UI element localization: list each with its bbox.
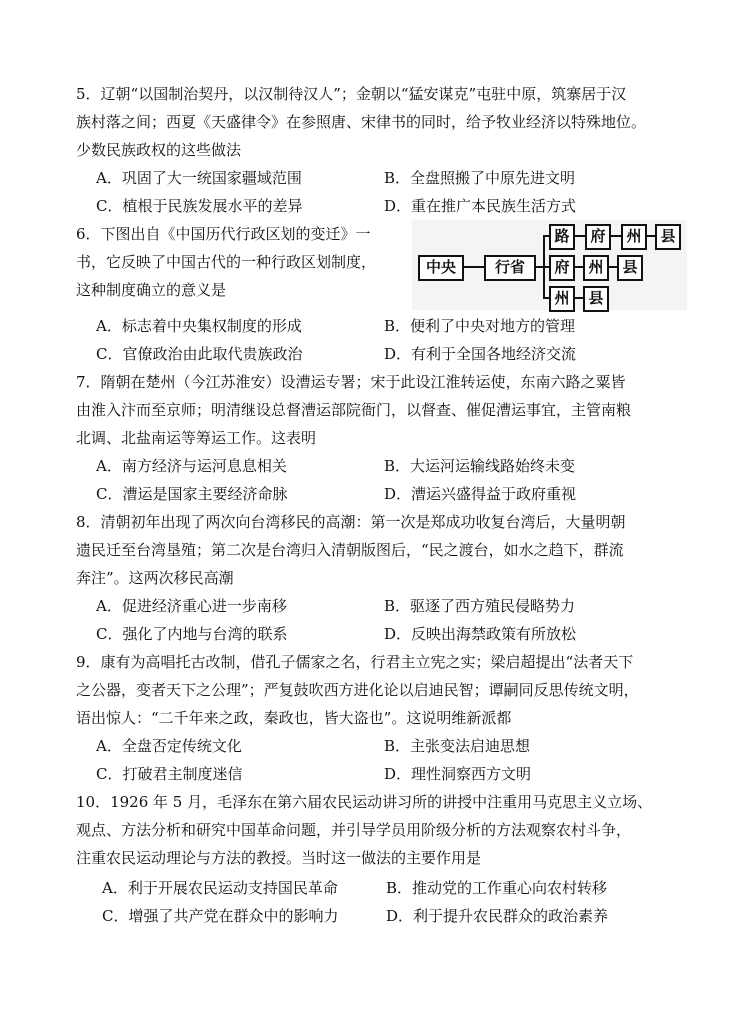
q10-option-c: C．增强了共产党在群众中的影响力 xyxy=(102,907,339,925)
q7-option-c: C．漕运是国家主要经济命脉 xyxy=(96,485,288,503)
q7-option-b: B．大运河运输线路始终未变 xyxy=(384,457,576,475)
box-zhou: 州 xyxy=(583,255,609,281)
q7-line-2: 由淮入汴而至京师；明清继设总督漕运部院衙门，以督查、催促漕运事宜，主管南粮 xyxy=(76,401,632,419)
q6-line-1: 6．下图出自《中国历代行政区划的变迁》一 xyxy=(76,225,371,243)
q8-option-a: A．促进经济重心进一步南移 xyxy=(96,597,287,615)
connector xyxy=(462,266,484,268)
box-xian: 县 xyxy=(617,255,643,281)
q8-line-1: 8．清朝初年出现了两次向台湾移民的高潮：第一次是郑成功收复台湾后，大量明朝 xyxy=(76,513,626,531)
q10-line-2: 观点、方法分析和研究中国革命问题，并引导学员用阶级分析的方法观察农村斗争， xyxy=(76,821,632,839)
q5-line-1: 5．辽朝“以国制治契丹，以汉制待汉人”；金朝以“猛安谋克”屯驻中原，筑寨居于汉 xyxy=(76,85,627,103)
box-xian: 县 xyxy=(583,286,609,312)
q5-line-2: 族村落之间；西夏《天盛律令》在参照唐、宋律书的同时，给予牧业经济以特殊地位。 xyxy=(76,113,647,131)
q10-line-3: 注重农民运动理论与方法的教授。当时这一做法的主要作用是 xyxy=(76,849,482,867)
q6-option-d: D．有利于全国各地经济交流 xyxy=(384,345,577,363)
q9-option-b: B．主张变法启迪思想 xyxy=(384,737,531,755)
box-zhou: 州 xyxy=(621,224,647,250)
q5-option-b: B．全盘照搬了中原先进文明 xyxy=(384,169,576,187)
q5-option-a: A．巩固了大一统国家疆域范围 xyxy=(96,169,302,187)
q8-option-c: C．强化了内地与台湾的联系 xyxy=(96,625,288,643)
box-fu: 府 xyxy=(549,255,575,281)
q6-line-2: 书，它反映了中国古代的一种行政区划制度， xyxy=(76,253,377,271)
q10-option-a: A．利于开展农民运动支持国民革命 xyxy=(102,879,338,897)
q9-option-c: C．打破君主制度迷信 xyxy=(96,765,243,783)
q10-option-b: B．推动党的工作重心向农村转移 xyxy=(386,879,608,897)
q7-option-a: A．南方经济与运河息息相关 xyxy=(96,457,287,475)
q6-option-c: C．官僚政治由此取代贵族政治 xyxy=(96,345,303,363)
q7-option-d: D．漕运兴盛得益于政府重视 xyxy=(384,485,577,503)
q5-option-d: D．重在推广本民族生活方式 xyxy=(384,197,577,215)
q6-line-3: 这种制度确立的意义是 xyxy=(76,281,227,299)
q8-line-2: 遗民迁至台湾垦殖；第二次是台湾归入清朝版图后，“民之渡台，如水之趋下，群流 xyxy=(76,541,624,559)
q9-line-1: 9．康有为高唱托古改制，借孔子儒家之名，行君主立宪之实；梁启超提出“法者天下 xyxy=(76,653,634,671)
q7-line-1: 7．隋朝在楚州（今江苏淮安）设漕运专署；宋于此设江淮转运使，东南六路之粟皆 xyxy=(76,373,626,391)
box-fu: 府 xyxy=(585,224,611,250)
box-center: 中央 xyxy=(418,255,464,281)
box-lu: 路 xyxy=(549,224,575,250)
box-zhou: 州 xyxy=(549,286,575,312)
q5-option-c: C．植根于民族发展水平的差异 xyxy=(96,197,303,215)
q6-option-b: B．便利了中央对地方的管理 xyxy=(384,317,576,335)
q9-option-a: A．全盘否定传统文化 xyxy=(96,737,242,755)
q9-line-2: 之公器，变者天下之公理”；严复鼓吹西方进化论以启迪民智；谭嗣同反思传统文明， xyxy=(76,681,639,699)
q6-option-a: A．标志着中央集权制度的形成 xyxy=(96,317,302,335)
q8-line-3: 奔注”。这两次移民高潮 xyxy=(76,569,234,587)
administrative-hierarchy-diagram xyxy=(412,220,687,310)
q8-option-b: B．驱逐了西方殖民侵略势力 xyxy=(384,597,576,615)
q9-option-d: D．理性洞察西方文明 xyxy=(384,765,532,783)
box-province: 行省 xyxy=(484,255,536,281)
q5-line-3: 少数民族政权的这些做法 xyxy=(76,141,242,159)
box-xian: 县 xyxy=(655,224,681,250)
q10-line-1: 10．1926 年 5 月，毛泽东在第六届农民运动讲习所的讲授中注重用马克思主义立场、 xyxy=(76,793,653,811)
q7-line-3: 北调、北盐南运等筹运工作。这表明 xyxy=(76,429,317,447)
q9-line-3: 语出惊人：“二千年来之政，秦政也，皆大盗也”。这说明维新派都 xyxy=(76,709,512,727)
q10-option-d: D．利于提升农民群众的政治素养 xyxy=(386,907,609,925)
q8-option-d: D．反映出海禁政策有所放松 xyxy=(384,625,577,643)
